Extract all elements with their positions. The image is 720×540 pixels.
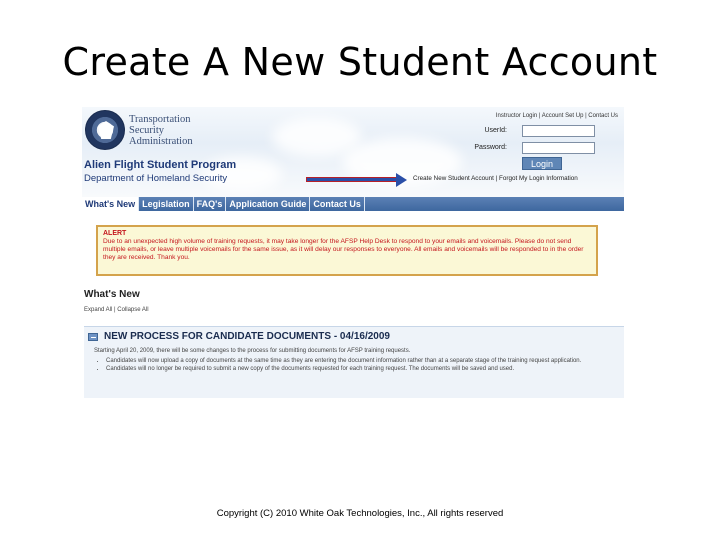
news-title: NEW PROCESS FOR CANDIDATE DOCUMENTS - 04/16/2009 <box>104 331 390 342</box>
alert-text: Due to an unexpected high volume of training requests, it may take longer for the AFSP Help Desk to respond to your emails and voicemails. Please do not send multiple emails, or leave multiple voicemails for the same issue, as it will delay our responses to everyone. All emails and voicemails will be responded to in the order they are received. Thank you. <box>103 238 584 261</box>
link-separator: | <box>495 175 498 182</box>
expand-collapse-links[interactable]: Expand All | Collapse All <box>84 307 149 313</box>
password-input[interactable] <box>522 142 595 154</box>
list-item: • Candidates will now upload a copy of documents at the same time as they are entering the document information rather than at a separate stage of the training request application. <box>106 357 616 365</box>
site-header <box>82 107 624 197</box>
forgot-login-link[interactable]: Forgot My Login Information <box>499 175 578 182</box>
nav-item-legislation[interactable]: Legislation <box>139 197 194 211</box>
dhs-seal-icon <box>85 110 125 150</box>
account-links <box>413 175 578 182</box>
password-label: Password: <box>474 144 507 151</box>
agency-name <box>129 114 193 147</box>
main-nav <box>82 197 624 211</box>
eagle-icon <box>98 121 114 139</box>
agency-line: Security <box>129 125 164 136</box>
nav-item-contact-us[interactable]: Contact Us <box>310 197 365 211</box>
nav-item-whats-new[interactable]: What's New <box>82 197 139 211</box>
slide-title: Create A New Student Account <box>62 40 658 84</box>
agency-line: Administration <box>129 136 193 147</box>
username-label: UserId: <box>484 127 507 134</box>
create-account-link[interactable]: Create New Student Account <box>413 175 494 182</box>
nav-item-faqs[interactable]: FAQ's <box>194 197 227 211</box>
collapse-icon[interactable] <box>88 333 98 341</box>
news-panel <box>84 326 624 398</box>
agency-line: Transportation <box>129 114 191 125</box>
alert-title: ALERT <box>103 230 127 237</box>
copyright-footer: Copyright (C) 2010 White Oak Technologies, Inc., All rights reserved <box>216 508 504 519</box>
news-intro: Starting April 20, 2009, there will be some changes to the process for submitting documents for AFSP training requests. <box>94 348 411 354</box>
login-button[interactable]: Login <box>522 157 562 170</box>
list-item: • Candidates will no longer be required to submit a new copy of the documents requested for each training request. The documents will be saved and used. <box>106 365 616 373</box>
highlight-arrow-icon <box>306 173 407 187</box>
alert-box <box>96 225 598 276</box>
program-title: Alien Flight Student Program <box>84 159 237 171</box>
whats-new-heading: What's New <box>84 289 140 300</box>
username-input[interactable] <box>522 125 595 137</box>
website-screenshot <box>82 107 624 398</box>
department-name: Department of Homeland Security <box>84 173 228 184</box>
news-list <box>106 357 616 373</box>
nav-item-application-guide[interactable]: Application Guide <box>226 197 310 211</box>
top-links[interactable]: Instructor Login | Account Set Up | Contact Us <box>495 113 618 119</box>
